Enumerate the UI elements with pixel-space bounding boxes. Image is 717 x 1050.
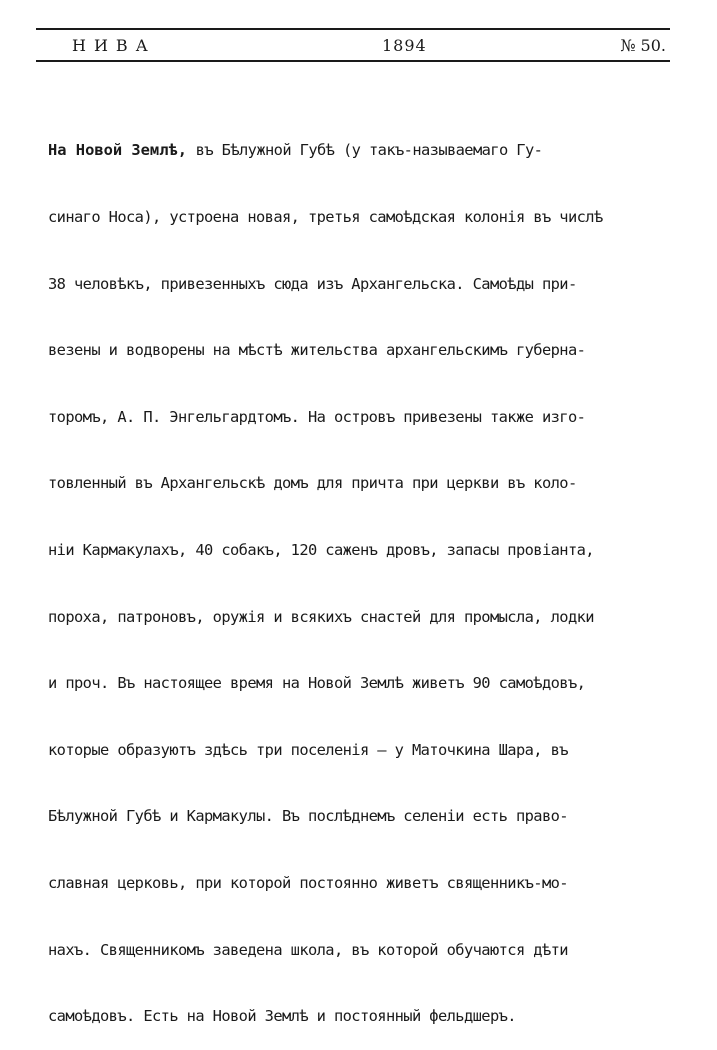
article-line: нахъ. Священникомъ заведена школа, въ которой обучаются дѣти (48, 940, 568, 959)
article-line: везены и водворены на мѣстѣ жительства архангельскимъ губерна- (48, 341, 586, 360)
article-line: которые образуютъ здѣсь три поселенія — у Маточкина Шара, въ (48, 740, 568, 759)
article-line: и проч. Въ настоящее время на Новой Землѣ живетъ 90 самоѣдовъ, (48, 674, 586, 693)
article-line: Бѣлужной Губѣ и Кармакулы. Въ послѣднемъ селеніи есть право- (48, 807, 568, 826)
article-line: пороха, патроновъ, оружія и всякихъ снастей для промысла, лодки (48, 607, 594, 626)
article-line: торомъ, А. П. Энгельгардтомъ. На островъ привезены также изго- (48, 407, 586, 426)
article-line: славная церковь, при которой постоянно живетъ священникъ-мо- (48, 873, 568, 892)
article-line: самоѣдовъ. Есть на Новой Землѣ и постоянный фельдшеръ. (48, 1007, 516, 1026)
article-line: синаго Носа), устроена новая, третья самоѣдская колонія въ числѣ (48, 208, 603, 226)
article-line-1 (48, 139, 688, 161)
article-lead: На Новой Землѣ, (48, 141, 187, 160)
article-line: ніи Кармакулахъ, 40 собакъ, 120 саженъ дровъ, запасы провіанта, (48, 540, 594, 559)
article-line: товленный въ Архангельскѣ домъ для причта при церкви въ коло- (48, 474, 577, 493)
article-line: 38 человѣкъ, привезенныхъ сюда изъ Архангельска. Самоѣды при- (48, 274, 577, 293)
page-header (36, 28, 670, 62)
year-label: 1894 (382, 36, 427, 55)
article-line-1-text: въ Бѣлужной Губѣ (у такъ-называемаго Гу- (187, 141, 543, 160)
issue-number: № 50. (620, 36, 666, 55)
journal-title: НИВА (72, 36, 156, 55)
article-body (48, 95, 688, 1050)
